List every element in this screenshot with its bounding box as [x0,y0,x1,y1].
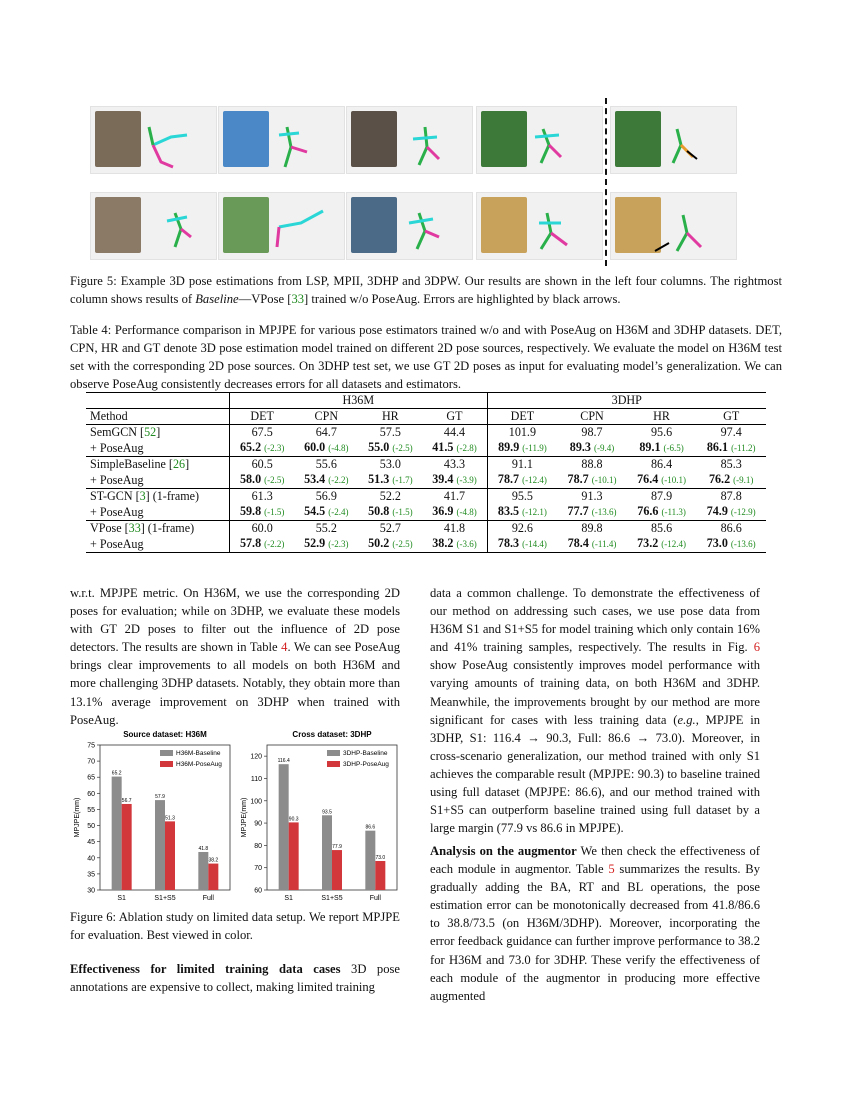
improved-value: 41.5 [432,440,454,454]
value-cell [230,440,295,457]
x-tick-label: Full [369,895,381,902]
value-cell [230,536,295,553]
bar [322,815,332,890]
value-cell: 91.1 [487,457,557,473]
improved-value: 54.5 [304,504,326,518]
value-cell: 67.5 [230,425,295,441]
improved-value: 38.2 [432,536,454,550]
method-name: ST-GCN [ [90,489,140,503]
figure5-caption [70,272,782,308]
y-tick-label: 70 [254,865,262,873]
delta-value: (-2.5) [392,539,413,549]
column-header: CPN [557,409,627,425]
delta-value: (-10.1) [591,475,617,485]
table-row [86,440,766,457]
paragraph-text: show PoseAug consistently improves model performance with varying amounts of training data, on both H36M and 3DHP. Meanwhile, the improvements brought by our method are more significant for cases with less training data ( [430,658,760,727]
legend-swatch [160,761,173,767]
y-tick-label: 50 [87,823,95,831]
value-cell: 61.3 [230,489,295,505]
improved-value: 76.2 [708,472,731,486]
bar-value-label: 86.6 [365,824,376,831]
improved-value: 76.4 [637,472,659,486]
x-tick-label: S1+S5 [154,895,176,902]
pose-thumbnail [610,192,737,260]
table-corner [86,393,230,409]
delta-value: (-11.3) [661,507,686,517]
value-cell [627,440,697,457]
delta-value: (-1.7) [392,475,413,485]
improved-value: 78.7 [567,472,589,486]
bar [279,764,289,890]
figure-link[interactable]: 6 [753,640,760,655]
delta-value: (-9.4) [593,443,615,453]
value-cell [294,440,358,457]
caption-label: Figure 5: [70,274,117,288]
bar [375,861,385,890]
delta-value: (-11.2) [731,443,756,453]
delta-value: (-2.5) [264,475,285,485]
value-cell: 91.3 [557,489,627,505]
table-row [86,425,766,441]
bar-value-label: 65.2 [111,770,122,777]
value-cell [627,536,697,553]
caption-text: —VPose [ [238,292,292,306]
table4 [86,392,766,553]
citation-link[interactable]: 33 [291,292,305,306]
value-cell: 44.4 [422,425,487,441]
improved-value: 76.6 [637,504,659,518]
table-link[interactable]: 4 [281,640,288,655]
improved-value: 73.2 [637,536,659,550]
bar-value-label: 90.3 [288,816,299,823]
value-cell: 87.8 [696,489,766,505]
value-cell [422,504,487,521]
delta-value: (-12.1) [522,507,547,517]
bar-value-label: 77.9 [332,844,342,851]
value-cell [358,536,422,553]
paragraph-text: 3D pose annotations are expensive to collect, making limited training [70,962,401,995]
method-suffix: ] (1-frame) [140,521,195,535]
value-cell: 52.2 [358,489,422,505]
pose-thumbnail [90,106,217,174]
bar-value-label: 38.2 [208,857,219,864]
bar-value-label: 73.0 [375,855,386,861]
method-suffix: ] [185,457,190,471]
citation-link[interactable]: 26 [172,457,186,471]
citation-link[interactable]: 33 [128,521,141,535]
value-cell: 101.9 [487,425,557,441]
improved-value: 73.0 [706,536,728,550]
pose-thumbnail [610,106,737,174]
value-cell [696,472,766,489]
improved-value: 57.8 [239,536,262,550]
value-cell: 89.8 [557,521,627,537]
bar [332,850,342,890]
delta-value: (-2.5) [392,443,413,453]
improved-value: 60.0 [304,440,326,454]
method-cell: + PoseAug [86,440,230,457]
value-cell [230,472,295,489]
value-cell: 85.6 [627,521,697,537]
caption-italic: Baseline [195,292,239,306]
y-axis-label: MPJPE(mm) [74,797,81,838]
bar [208,864,218,890]
value-cell [487,536,557,553]
column-header: CPN [294,409,358,425]
bar-value-label: 57.9 [155,794,165,801]
improved-value: 58.0 [239,472,262,486]
figure6-caption: Figure 6: Ablation study on limited data setup. We report MPJPE for evaluation. Best viewed in color. [70,910,400,943]
value-cell [696,504,766,521]
delta-value: (-3.9) [456,475,477,485]
delta-value: (-11.4) [591,539,617,549]
value-cell [422,472,487,489]
y-tick-label: 60 [87,790,95,798]
value-cell: 53.0 [358,457,422,473]
bar [122,804,132,890]
paragraph-italic: e.g. [677,712,696,727]
delta-value: (-2.2) [264,539,285,549]
improved-value: 39.4 [432,472,454,486]
delta-value: (-2.2) [328,475,349,485]
legend-label: H36M-PoseAug [176,761,222,768]
value-cell [358,472,422,489]
value-cell: 95.6 [627,425,697,441]
delta-value: (-9.1) [733,475,754,485]
delta-value: (-14.4) [522,539,547,549]
delta-value: (-4.8) [456,507,477,517]
legend-label: 3DHP-PoseAug [343,761,389,768]
y-tick-label: 100 [250,798,262,806]
bar [289,822,299,890]
value-cell [557,440,627,457]
improved-value: 78.4 [567,536,589,550]
table4-caption: Table 4: Performance comparison in MPJPE for various pose estimators trained w/o and with PoseAug on H36M and 3DHP datasets. DET, CPN, HR and GT denote 3D pose estimation model trained on different 2D pose sources, respectively. We evaluate the model on H36M test set with the corresponding 2D pose sources. On 3DHP test set, we use GT 2D poses as input for evaluating model’s generalization. We can observe PoseAug consistently decreases errors for all datasets and estimators. [70,323,782,391]
legend-label: 3DHP-Baseline [343,750,388,757]
column-header: GT [422,409,487,425]
paragraph-text: We then check the effectiveness of each module in augmentor. Table [430,844,760,877]
improved-value: 59.8 [239,504,262,518]
improved-value: 86.1 [706,440,729,454]
chart-3dhp [237,728,405,906]
y-tick-label: 45 [87,839,95,847]
improved-value: 53.4 [304,472,326,486]
chart-title: Cross dataset: 3DHP [292,730,372,739]
y-tick-label: 65 [87,774,95,782]
y-tick-label: 75 [87,742,95,750]
y-axis-label: MPJPE(mm) [241,797,248,838]
value-cell [294,472,358,489]
method-cell: + PoseAug [86,504,230,521]
value-cell [557,472,627,489]
paragraph-heading: Effectiveness for limited training data cases [70,962,341,976]
value-cell: 87.9 [627,489,697,505]
delta-value: (-1.5) [264,507,285,517]
bar-value-label: 41.8 [198,845,209,852]
value-cell [487,440,557,457]
paragraph-text: w.r.t. MPJPE metric. On H36M, we use the corresponding 2D poses for evaluation; while on 3DHP, we evaluate these models with GT 2D poses to filter out the influence of 2D pose detectors. The results are shown in Table [70,586,400,655]
pose-thumbnail [476,106,603,174]
left-paragraph-1 [70,584,400,729]
value-cell [422,440,487,457]
value-cell: 64.7 [294,425,358,441]
table-row [86,472,766,489]
column-header: DET [487,409,557,425]
y-tick-label: 70 [87,758,95,766]
paragraph-text: summarizes the results. By gradually adding the BA, RT and BL operations, the pose estimation error can be monotonically decreased from 41.8/86.6 to 38.8/73.5 (on H36M/3DHP). Moreover, incorporating the error feedback guidance can further improve performance to 38.2 for H36M and 73.0 for 3DHP. These verify the effectiveness of each module of the augmentor in producing more effective augmented [430,862,760,1003]
bar [365,831,375,890]
value-cell: 43.3 [422,457,487,473]
delta-value: (-12.4) [522,475,547,485]
legend-label: H36M-Baseline [176,750,221,757]
value-cell: 88.8 [557,457,627,473]
value-cell: 56.9 [294,489,358,505]
value-cell [557,504,627,521]
improved-value: 89.9 [498,440,520,454]
performance-table [86,392,766,553]
value-cell [557,536,627,553]
value-cell: 41.8 [422,521,487,537]
caption-text: Example 3D pose estimations from LSP, MPII, 3DHP and 3DPW. Our results are shown in the left four columns. The rightmost column shows results of [70,274,782,306]
column-header: DET [230,409,295,425]
method-cell [86,521,230,537]
improved-value: 50.8 [368,504,390,518]
column-header: HR [358,409,422,425]
legend-swatch [327,750,340,756]
x-tick-label: S1 [117,895,126,902]
value-cell [358,504,422,521]
value-cell: 92.6 [487,521,557,537]
pose-thumbnail [218,192,345,260]
value-cell [696,536,766,553]
table-row [86,489,766,505]
improved-value: 89.3 [569,440,591,454]
method-suffix: ] (1-frame) [145,489,200,503]
improved-value: 89.1 [639,440,661,454]
delta-value: (-4.8) [328,443,349,453]
method-cell: + PoseAug [86,472,230,489]
paragraph-text: . We can see PoseAug brings clear improvements to all models on both H36M and more challenging 3DHP datasets. Notably, they obtain more than 13.1% average improvement on 3DHP when trained with PoseAug. [70,640,400,727]
improved-value: 36.9 [432,504,454,518]
pose-thumbnail [346,106,473,174]
y-tick-label: 35 [87,871,95,879]
delta-value: (-2.4) [328,507,349,517]
delta-value: (-13.6) [591,507,617,517]
bar-value-label: 93.5 [322,809,332,816]
bar [112,777,122,890]
method-cell [86,489,230,505]
bar-value-label: 56.7 [121,797,132,804]
method-cell [86,457,230,473]
column-header: Method [86,409,230,425]
method-name: SimpleBaseline [ [90,457,173,471]
x-tick-label: S1+S5 [321,895,343,902]
delta-value: (-2.3) [264,443,285,453]
method-suffix: ] [156,425,161,439]
bar-value-label: 51.3 [165,815,175,822]
value-cell: 86.4 [627,457,697,473]
value-cell [294,504,358,521]
method-cell [86,425,230,441]
table-row [86,504,766,521]
paragraph-heading: Analysis on the augmentor [430,844,577,858]
value-cell [294,536,358,553]
y-tick-label: 120 [250,753,262,761]
method-cell: + PoseAug [86,536,230,553]
delta-value: (-12.4) [661,539,687,549]
delta-value: (-2.3) [328,539,349,549]
value-cell: 52.7 [358,521,422,537]
value-cell: 98.7 [557,425,627,441]
value-cell: 95.5 [487,489,557,505]
value-cell [487,472,557,489]
value-cell [627,472,697,489]
table-row [86,521,766,537]
value-cell: 85.3 [696,457,766,473]
value-cell [487,504,557,521]
left-paragraph-2 [70,960,400,996]
delta-value: (-2.8) [456,443,477,453]
y-tick-label: 60 [254,887,262,895]
x-tick-label: Full [202,895,214,902]
value-cell: 57.5 [358,425,422,441]
value-cell [230,504,295,521]
value-cell: 41.7 [422,489,487,505]
figure5-image-grid [88,98,768,266]
x-tick-label: S1 [284,895,293,902]
improved-value: 52.9 [304,536,326,550]
column-divider [605,98,607,266]
pose-thumbnail [218,106,345,174]
citation-link[interactable]: 52 [144,425,157,439]
group-header: 3DHP [487,393,766,409]
pose-thumbnail [476,192,603,260]
delta-value: (-10.1) [661,475,687,485]
value-cell: 60.0 [230,521,295,537]
column-header: GT [696,409,766,425]
legend-swatch [160,750,173,756]
improved-value: 78.7 [497,472,520,486]
y-tick-label: 80 [254,842,262,850]
improved-value: 74.9 [706,504,728,518]
citation-link[interactable]: 3 [139,489,146,503]
method-name: VPose [ [90,521,129,535]
value-cell [627,504,697,521]
y-tick-label: 40 [87,855,95,863]
improved-value: 83.5 [497,504,520,518]
bar [198,852,208,890]
y-tick-label: 110 [250,775,262,783]
table-row [86,457,766,473]
value-cell [422,536,487,553]
value-cell: 86.6 [696,521,766,537]
delta-value: (-6.5) [663,443,684,453]
table-link[interactable]: 5 [608,862,615,877]
legend-swatch [327,761,340,767]
chart-title: Source dataset: H36M [123,730,207,739]
value-cell [358,440,422,457]
improved-value: 50.2 [368,536,390,550]
pose-thumbnail [346,192,473,260]
improved-value: 51.3 [368,472,390,486]
y-tick-label: 30 [87,887,95,895]
improved-value: 78.3 [497,536,520,550]
delta-value: (-12.9) [730,507,756,517]
delta-value: (-11.9) [522,443,547,453]
bar-value-label: 116.4 [277,758,290,765]
improved-value: 77.7 [567,504,589,518]
value-cell: 60.5 [230,457,295,473]
y-tick-label: 90 [254,820,262,828]
y-tick-label: 55 [87,806,95,814]
paragraph-text: , MPJPE in 3DHP, S1: 116.4 → 90.3, Full: 86.6 → 73.0). Moreover, in cross-scenario generalization, our method trained with only S1 achieves the comparable result (MPJPE: 90.3) to baseline trained using full dataset (MPJPE: 86.6), and our method trained with S1+S5 can outperform baseline trained using full dataset by a large margin (77.9 vs 86.6 in MPJPE). [430,712,760,836]
right-paragraph-1 [430,584,760,837]
table-row [86,536,766,553]
value-cell [696,440,766,457]
value-cell: 97.4 [696,425,766,441]
caption-text: ] trained w/o PoseAug. Errors are highlighted by black arrows. [304,292,621,306]
value-cell: 55.2 [294,521,358,537]
pose-thumbnail [90,192,217,260]
chart-h36m [70,728,238,906]
delta-value: (-13.6) [730,539,756,549]
value-cell: 55.6 [294,457,358,473]
improved-value: 55.0 [368,440,390,454]
figure6 [70,728,405,906]
column-header: HR [627,409,697,425]
group-header: H36M [230,393,487,409]
improved-value: 65.2 [239,440,262,454]
delta-value: (-1.5) [392,507,413,517]
bar [165,821,175,890]
right-paragraph-2 [430,842,760,1005]
paragraph-text: data a common challenge. To demonstrate the effectiveness of our method on addressing such cases, we use pose data from H36M S1 and S1+S5 for model training which only contain 16% and 41% training samples, respectively. The results in Fig. [430,586,760,655]
bar [155,800,165,890]
delta-value: (-3.6) [456,539,477,549]
method-name: SemGCN [ [90,425,145,439]
